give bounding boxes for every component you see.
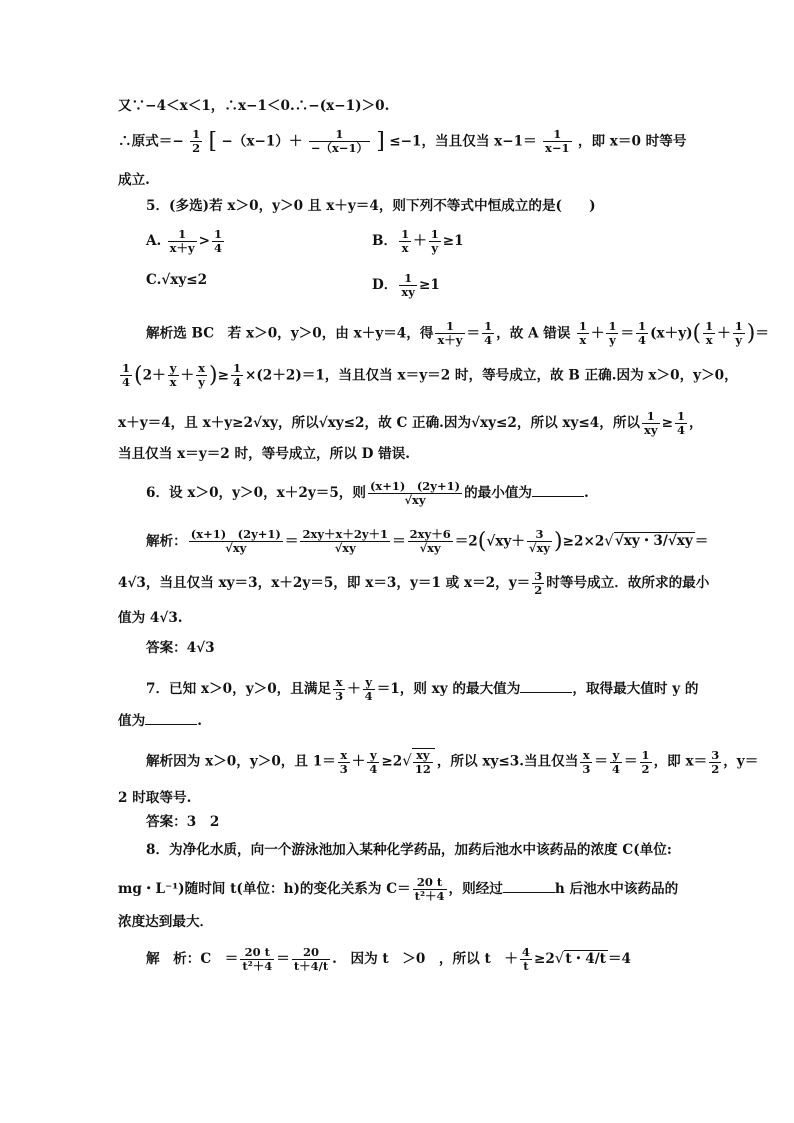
text: 8．为净化水质，向一个游泳池加入某种化学药品，加药后池水中该药品的浓度 C(单位: <box>146 842 672 858</box>
text: ，取得最大值时 y 的 <box>572 681 699 698</box>
text: 又∵−4＜x＜1，∴x−1＜0.∴−(x−1)＞0. <box>118 98 390 114</box>
num: 1 <box>401 227 410 241</box>
num: 4 <box>521 945 530 959</box>
text: . <box>197 713 202 729</box>
num: 3 <box>534 569 543 583</box>
den: 4 <box>122 375 131 390</box>
den: y <box>198 375 205 390</box>
q5-solution-line4 <box>118 446 678 463</box>
fraction <box>190 128 202 155</box>
text: ＋ <box>347 681 361 698</box>
fraction <box>120 362 132 389</box>
fraction <box>412 748 435 776</box>
fraction <box>300 528 390 555</box>
den: x＋y <box>437 333 463 348</box>
text: ＋ <box>351 753 366 770</box>
den: 4 <box>484 333 493 348</box>
num: x <box>338 749 350 763</box>
sqrt: √xy・3/√xy <box>614 533 693 550</box>
den: x <box>169 375 177 390</box>
q5-options-row2 <box>146 271 706 300</box>
fraction <box>309 128 370 155</box>
num: 1 <box>676 409 685 423</box>
fraction <box>543 128 572 155</box>
text: ＝ <box>392 533 406 550</box>
den: 3 <box>335 689 344 704</box>
text: 解析： <box>146 533 187 550</box>
num: 1 <box>399 272 417 286</box>
text: ＝1，则 xy 的最大值为 <box>376 681 521 698</box>
num: 1 <box>705 319 714 334</box>
den: 4 <box>676 423 685 438</box>
q8-line2 <box>118 876 678 903</box>
text: 解析选 BC 若 x＞0，y＞0，由 x＋y＝4，得 <box>146 325 434 342</box>
den: 4 <box>364 689 373 704</box>
text: ＝ <box>694 533 709 550</box>
fraction <box>675 410 687 437</box>
text: ＝ <box>594 753 608 770</box>
text: ，即 x＝0 时等号 <box>577 133 687 150</box>
fraction <box>368 480 462 507</box>
num: xy <box>413 749 433 763</box>
fraction <box>532 570 544 597</box>
den: t＋4/t <box>293 959 329 974</box>
text: 2＋ <box>142 367 166 384</box>
question-8 <box>146 842 706 859</box>
text: ＝ <box>755 325 769 342</box>
den: 3 <box>339 761 348 776</box>
text: ∴原式＝− <box>118 133 184 150</box>
num: 3 <box>527 528 552 542</box>
den: √xy <box>528 541 550 556</box>
fraction <box>196 362 207 389</box>
num: 1 <box>430 227 439 241</box>
den: y <box>735 333 743 348</box>
fraction <box>642 410 660 437</box>
option-a: A. <box>146 233 162 250</box>
q5-solution-line2: $\frac{1}{4}$ (2＋ $\frac{y}{x}$ ＋ $\frac{x}{y}$ )≥ $\frac{1}{4}$ ×(2＋2)＝1，当且仅当 x＝y＝2 时，等号成立，故 B 正确.因为 x＞0，y＞0， <box>122 361 738 390</box>
den: 12 <box>414 762 431 777</box>
fraction <box>435 320 464 347</box>
text-line <box>118 172 678 189</box>
text: 答案：4√3 <box>146 640 215 656</box>
fraction <box>636 320 648 347</box>
num: 1 <box>608 319 617 334</box>
text: 浓度达到最大． <box>118 914 214 930</box>
text: 6．设 x＞0，y＞0，x＋2y＝5，则 <box>146 485 366 502</box>
question-7 <box>146 676 706 703</box>
num: 2xy＋6 <box>409 527 451 542</box>
option-b: B． $\frac{1}{x}$ ＋ $\frac{1}{y}$ ≥1 <box>372 227 464 256</box>
text: ，y＝ <box>723 753 759 770</box>
option-d: D． $\frac{1}{xy}$ ≥1 <box>372 271 440 300</box>
den: √xy <box>334 541 356 556</box>
text: 成立. <box>118 172 150 188</box>
fraction <box>429 228 441 255</box>
fraction <box>606 320 618 347</box>
den: 2 <box>534 583 543 598</box>
text: 值为 <box>118 713 146 729</box>
fraction <box>363 676 375 703</box>
text: ＝ <box>623 753 638 770</box>
text-line <box>118 127 687 156</box>
den: x＋y <box>169 241 195 256</box>
den: −（x−1） <box>310 141 368 156</box>
text: 的最小值为 <box>464 485 533 502</box>
text: ＝ <box>620 325 635 342</box>
den: t²＋4 <box>414 889 445 904</box>
q7-answer <box>146 814 706 831</box>
text: h 后池水中该药品的 <box>554 881 679 898</box>
den: 4 <box>611 761 620 776</box>
text: ，则经过 <box>448 881 503 898</box>
answer-blank[interactable] <box>520 680 572 693</box>
q5-solution-line1: 解析选 BC 若 x＞0，y＞0，由 x＋y＝4，得 $\frac{1}{x+y}$ ＝ $\frac{1}{4}$ ，故 A 错误 $\frac{1}{x}$ ＋ $\frac{1}{y}$ ＝ $\frac{1}{4}$ (x＋y)( $\frac{1}{x}$ ＋ $\frac{1}{y}$ )＝ <box>146 319 769 348</box>
num: 1 <box>309 128 370 142</box>
text: ， <box>688 415 703 432</box>
num: 1 <box>484 319 493 334</box>
text-line <box>118 98 678 115</box>
fraction <box>527 528 552 555</box>
bracket: [ <box>208 129 218 154</box>
question-6 <box>146 480 706 507</box>
fraction <box>482 320 494 347</box>
text: . 因为 t ＞0 ，所以 t ＋ <box>332 951 518 968</box>
answer-blank[interactable] <box>503 880 555 893</box>
num: y <box>367 749 379 763</box>
den: 2 <box>711 761 720 776</box>
fraction <box>733 320 745 347</box>
fraction <box>399 228 411 255</box>
fraction <box>240 946 274 973</box>
num: 1 <box>642 410 660 424</box>
text: √xy＋ <box>486 533 525 550</box>
fraction <box>709 749 721 776</box>
den: y <box>609 333 616 348</box>
q6-answer <box>146 640 706 657</box>
text: ＋ <box>180 367 195 384</box>
num: 3 <box>711 747 720 762</box>
text: ，所以 xy≤3.当且仅当 <box>436 753 579 770</box>
fraction <box>168 228 197 255</box>
num: 1 <box>192 127 201 142</box>
option-c: C.√xy≤2 <box>146 272 208 288</box>
den: 3 <box>582 761 591 776</box>
den: 4 <box>369 761 378 776</box>
q7-solution-line1: 解析因为 x＞0，y＞0，且 1＝ $\frac{x}{3}$ ＋ $\frac{y}{4}$ ≥2√ $\frac{xy}{12}$ ，所以 xy≤3.当且仅当 $\frac{x}{3}$ ＝ $\frac{y}{4}$ ＝ $\frac{1}{2}$ ，即 x＝ $\frac{3}{2}$ ，y＝ <box>146 747 759 777</box>
text: ×(2＋2)＝1，当且仅当 x＝y＝2 时，等号成立，故 B 正确.因为 x＞0，y＞0， <box>244 367 738 384</box>
q7-line2 <box>118 712 678 730</box>
q5-solution-line3 <box>118 409 703 438</box>
text: (x＋y) <box>650 325 693 342</box>
fraction <box>408 528 453 555</box>
den: √xy <box>404 493 426 508</box>
bracket: ] <box>376 129 385 154</box>
answer-blank[interactable] <box>532 484 584 497</box>
num: 1 <box>168 228 197 242</box>
num: 1 <box>122 361 131 376</box>
text: B． <box>372 233 398 250</box>
den: 2 <box>192 141 201 156</box>
text: ，故 A 错误 <box>496 325 571 342</box>
num: 1 <box>232 361 241 376</box>
num: x <box>333 676 345 690</box>
text: 4√3，当且仅当 xy＝3，x＋2y＝5，即 x＝3，y＝1 或 x＝2，y＝ <box>118 575 531 592</box>
text: 答案：3 2 <box>146 814 220 830</box>
num: y <box>363 676 375 690</box>
text: ＝2 <box>454 533 478 550</box>
den: x−1 <box>545 141 570 156</box>
fraction <box>338 749 350 776</box>
num: y <box>610 749 622 763</box>
num: 1 <box>734 319 743 334</box>
num: (x+1) (2y+1) <box>369 479 461 493</box>
num: 20 t <box>240 946 274 960</box>
fraction <box>189 528 283 555</box>
text: 值为 4√3. <box>118 610 183 626</box>
q5-options-row1: A. $\frac{1}{x+y}$ > $\frac{1}{4}$ B． $\frac{1}{x}$ ＋ $\frac{1}{y}$ ≥1 <box>146 227 464 256</box>
text: 时等号成立．故所求的最小 <box>546 575 710 592</box>
q8-line3 <box>118 914 678 931</box>
num: 1 <box>578 319 587 334</box>
fraction <box>367 749 379 776</box>
text: ＝4 <box>607 951 631 968</box>
den: x <box>579 333 587 348</box>
text: 解析因为 x＞0，y＞0，且 1＝ <box>146 753 336 770</box>
num: x <box>198 361 205 376</box>
text: ≤−1，当且仅当 x−1＝ <box>389 133 537 150</box>
text: ＝ <box>466 325 481 342</box>
fraction <box>413 876 447 903</box>
text: ＝ <box>284 533 299 550</box>
fraction <box>399 272 417 299</box>
text: . <box>584 485 589 502</box>
num: 2xy＋x＋2y＋1 <box>302 527 389 542</box>
fraction <box>520 946 532 973</box>
fraction <box>580 749 592 776</box>
den: y <box>431 241 439 256</box>
fraction <box>168 362 179 389</box>
text: x＋y＝4，且 x＋y≥2√xy，所以√xy≤2，故 C 正确.因为√xy≤2，所以 xy≤4，所以 <box>118 415 641 432</box>
text: D． <box>372 277 398 294</box>
text: 5．(多选)若 x＞0，y＞0 且 x＋y＝4，则下列不等式中恒成立的是( ) <box>146 198 596 214</box>
den: xy <box>401 285 415 300</box>
num: (x+1) (2y+1) <box>190 527 281 542</box>
fraction <box>610 749 622 776</box>
text: 当且仅当 x＝y＝2 时，等号成立，所以 D 错误. <box>118 446 411 462</box>
den: t²＋4 <box>242 959 273 974</box>
fraction <box>640 749 652 776</box>
fraction <box>212 228 224 255</box>
num: 1 <box>543 128 572 142</box>
text: −（x−1）＋ <box>221 133 303 150</box>
text: ≥2×2 <box>562 533 605 550</box>
text: ＝ <box>276 951 290 968</box>
num: x <box>580 749 592 763</box>
q6-solution-line2 <box>118 569 710 598</box>
den: 2 <box>641 761 650 776</box>
num: y <box>168 362 179 376</box>
den: √xy <box>225 541 247 556</box>
text: mg・L⁻¹)随时间 t(单位：h)的变化关系为 C＝ <box>118 881 411 898</box>
text: 7．已知 x＞0，y＞0，且满足 <box>146 681 332 698</box>
text: ≥2 <box>381 753 403 770</box>
den: √xy <box>419 541 441 556</box>
text: ≥ <box>217 367 229 384</box>
num: 1 <box>638 319 647 334</box>
num: 1 <box>435 320 464 334</box>
den: 4 <box>638 333 647 348</box>
text: ≥2 <box>533 951 555 968</box>
den: xy <box>644 423 658 438</box>
sqrt: t・4/t <box>565 951 606 968</box>
q8-solution-line1: 解 析：C ＝ $\frac{20 t}{\text{t²＋4}}$ ＝ $\frac{20}{t+4/t}$ . 因为 t ＞0 ，所以 t ＋ $\frac{4}{t}$ ≥2√t・4/t ＝4 <box>146 945 631 974</box>
fraction <box>231 362 243 389</box>
fraction <box>703 320 715 347</box>
num: 1 <box>641 747 650 762</box>
q7-solution-line2 <box>118 790 678 807</box>
question-5 <box>146 198 706 215</box>
text: 解 析：C ＝ <box>146 951 239 968</box>
den: x <box>705 333 713 348</box>
text: ，即 x＝ <box>653 753 708 770</box>
num: 20 <box>292 946 330 960</box>
fraction <box>333 676 345 703</box>
den: x <box>401 241 409 256</box>
answer-blank[interactable] <box>145 712 197 725</box>
fraction <box>577 320 589 347</box>
text: ≥ <box>661 415 673 432</box>
num: 20 t <box>413 876 447 890</box>
q6-solution-line1: 解析： $\frac{(x+1) (2y+1)}{√xy}$ ＝ $\frac{2xy+x+2y+1}{√xy}$ ＝ $\frac{2xy+6}{√xy}$ ＝2(√xy＋ $\frac{3}{√xy}$ )≥2×2√√xy・3/√xy ＝ <box>146 527 709 556</box>
num: 1 <box>214 227 223 241</box>
den: 4 <box>214 241 223 256</box>
den: t <box>523 959 529 974</box>
text: 2 时取等号. <box>118 790 192 806</box>
fraction <box>292 946 330 973</box>
q6-solution-line3 <box>118 610 678 627</box>
den: 4 <box>232 375 241 390</box>
